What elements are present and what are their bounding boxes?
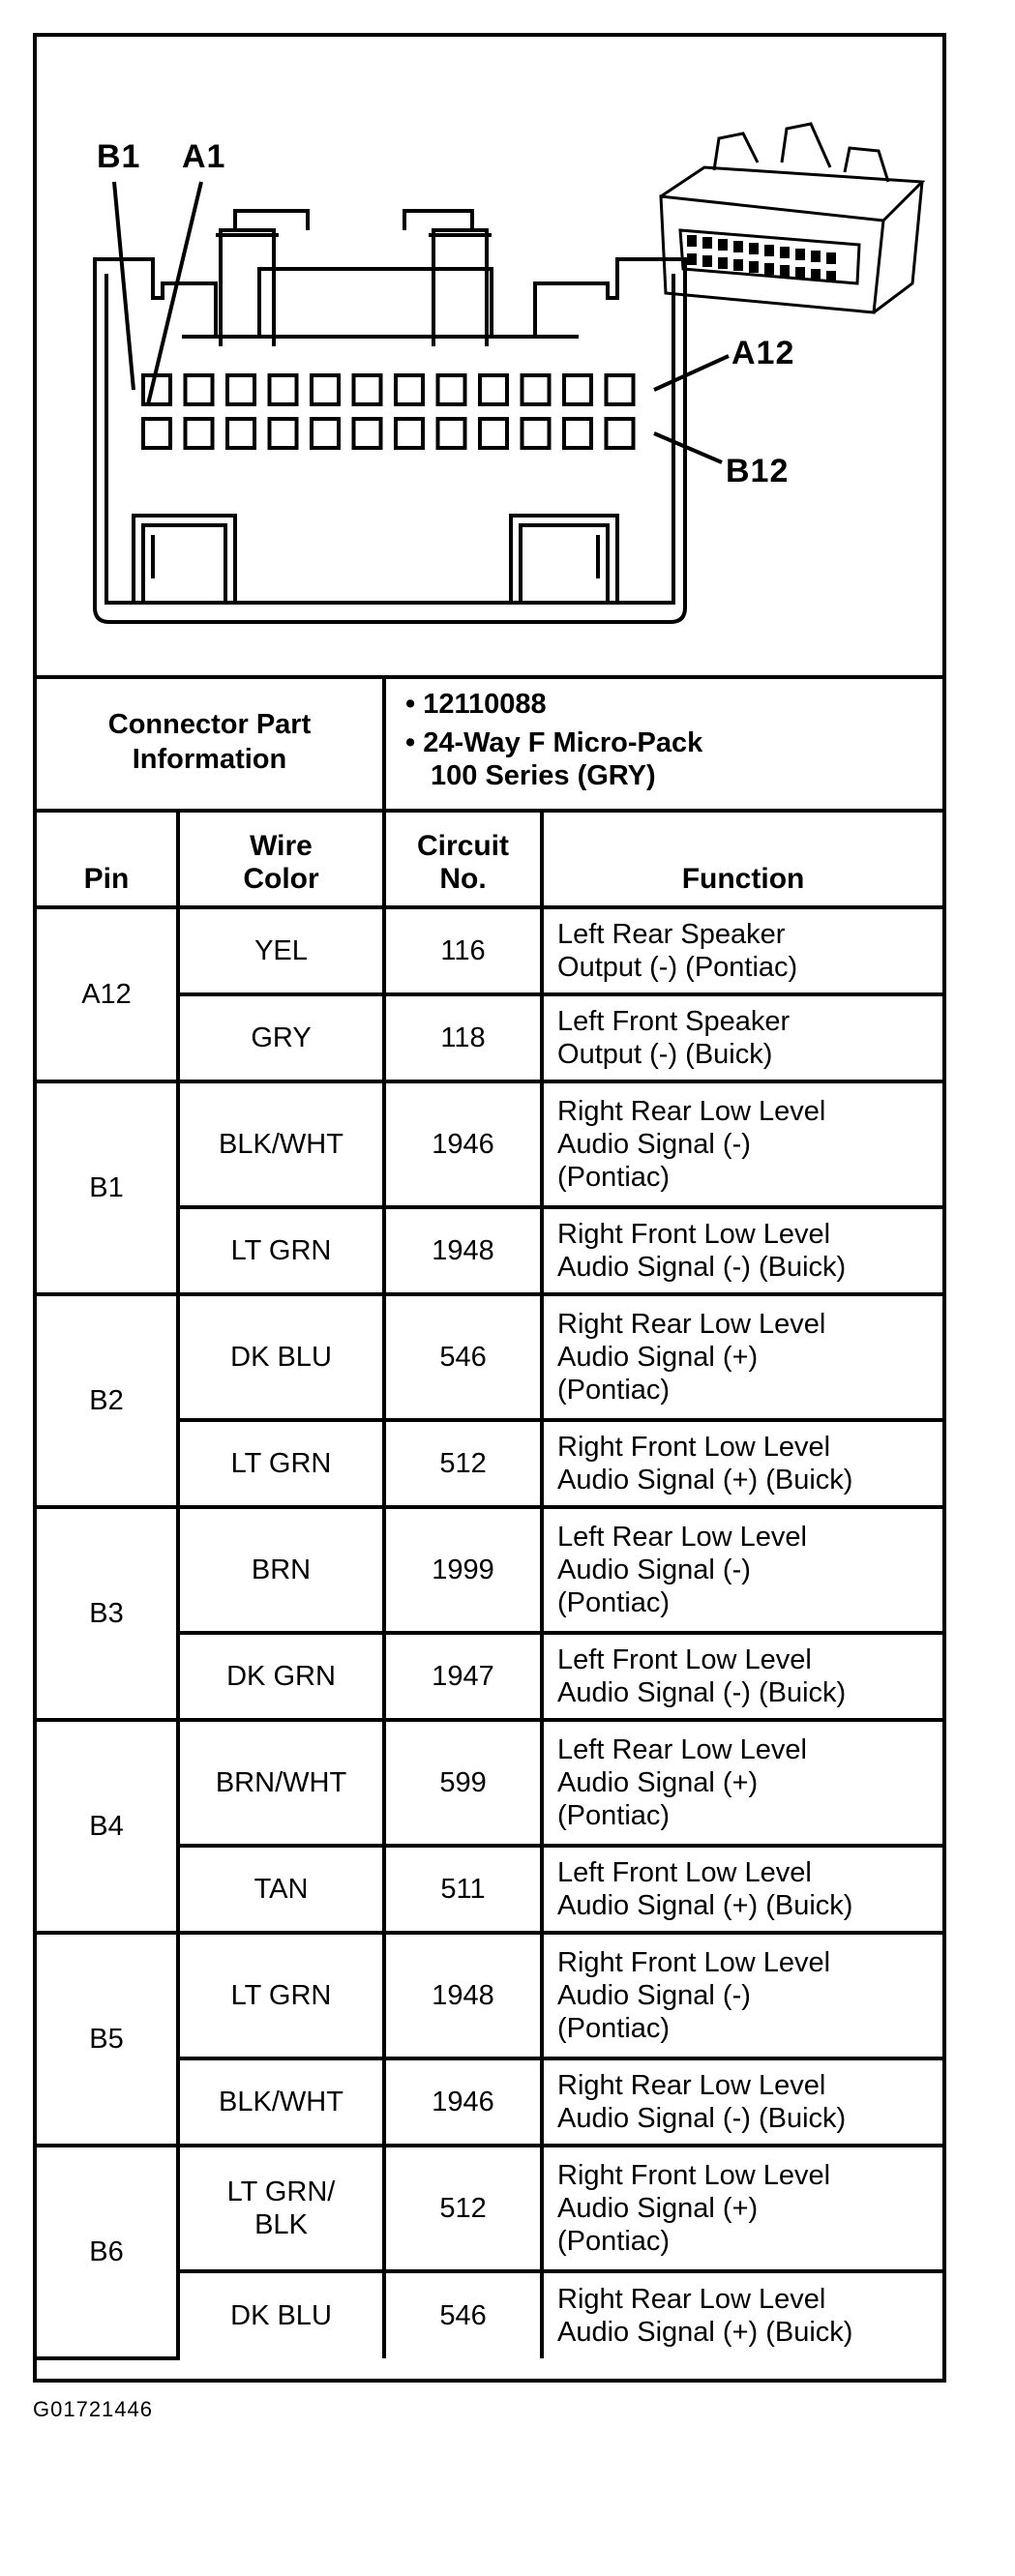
- label-b12: B12: [726, 453, 790, 489]
- pin-cavity: [270, 375, 297, 404]
- wire-color-cell: BRN: [178, 1507, 384, 1633]
- pin-cavity: [480, 419, 507, 448]
- table-row: [37, 1720, 942, 1846]
- table-row: [37, 1933, 942, 2058]
- table-header-row: [37, 811, 942, 907]
- pin-cavity: [186, 419, 213, 448]
- circuit-number-cell: 546: [384, 1294, 542, 1420]
- circuit-number-cell: 1999: [384, 1507, 542, 1633]
- connector-description: • 24-Way F Micro-Pack: [405, 727, 703, 758]
- label-a12: A12: [731, 335, 795, 371]
- table-row: [37, 1507, 942, 1633]
- pin-cell: B1: [37, 1081, 178, 1294]
- circuit-number-cell: 1948: [384, 1933, 542, 2058]
- header-wire-color: Wire Color: [178, 811, 384, 907]
- function-cell: Left Front Low Level Audio Signal (+) (Buick): [542, 1846, 942, 1933]
- part-number: • 12110088: [405, 689, 547, 720]
- pin-cavity: [607, 419, 634, 448]
- wire-color-cell: DK BLU: [178, 2271, 384, 2358]
- pin-cell: A12: [37, 907, 178, 1081]
- connector-sheet: [33, 33, 946, 2383]
- pin-cavity: [354, 419, 381, 448]
- circuit-number-cell: 1948: [384, 1207, 542, 1294]
- pin-cavity: [480, 375, 507, 404]
- connector-diagram: [37, 37, 942, 679]
- function-cell: Left Rear Low Level Audio Signal (-) (Pontiac): [542, 1507, 942, 1633]
- wire-color-cell: DK GRN: [178, 1633, 384, 1720]
- circuit-number-cell: 512: [384, 1420, 542, 1507]
- figure-code: G01721446: [33, 2397, 153, 2421]
- pin-cavity: [438, 375, 465, 404]
- function-cell: Left Front Low Level Audio Signal (-) (Buick): [542, 1633, 942, 1720]
- table-row: [37, 1294, 942, 1420]
- function-cell: Right Rear Low Level Audio Signal (-) (Buick): [542, 2058, 942, 2146]
- pin-cavity: [396, 375, 423, 404]
- function-cell: Right Front Low Level Audio Signal (-) (Pontiac): [542, 1933, 942, 2058]
- table-row: [37, 2146, 942, 2271]
- circuit-number-cell: 511: [384, 1846, 542, 1933]
- function-cell: Right Rear Low Level Audio Signal (+) (Pontiac): [542, 1294, 942, 1420]
- wire-color-cell: GRY: [178, 994, 384, 1081]
- wire-color-cell: TAN: [178, 1846, 384, 1933]
- pin-cavity: [227, 375, 254, 404]
- pin-cavity: [312, 375, 339, 404]
- function-cell: Right Front Low Level Audio Signal (+) (Buick): [542, 1420, 942, 1507]
- header-function: Function: [542, 811, 942, 907]
- connector-info-row: [37, 675, 942, 811]
- pin-cavity: [438, 419, 465, 448]
- label-b1: B1: [97, 138, 141, 175]
- circuit-number-cell: 599: [384, 1720, 542, 1846]
- connector-info-details: [384, 675, 942, 811]
- wire-color-cell: LT GRN: [178, 1420, 384, 1507]
- connector-description-cont: 100 Series (GRY): [431, 760, 656, 791]
- connector-face-drawing: [37, 37, 942, 675]
- pin-cavity: [186, 375, 213, 404]
- table-row: [37, 1081, 942, 1207]
- pin-cell: B3: [37, 1507, 178, 1720]
- circuit-number-cell: 1946: [384, 1081, 542, 1207]
- pin-cavity: [312, 419, 339, 448]
- pin-cavity: [396, 419, 423, 448]
- wire-color-cell: LT GRN: [178, 1207, 384, 1294]
- connector-info-title: Connector Part Information: [37, 675, 384, 811]
- wire-color-cell: BLK/WHT: [178, 2058, 384, 2146]
- pin-cell: B4: [37, 1720, 178, 1933]
- circuit-number-cell: 118: [384, 994, 542, 1081]
- function-cell: Left Front Speaker Output (-) (Buick): [542, 994, 942, 1081]
- pin-cavity: [522, 419, 550, 448]
- pin-cell: B6: [37, 2146, 178, 2358]
- wire-color-cell: LT GRN: [178, 1933, 384, 2058]
- pin-cavity: [143, 419, 170, 448]
- function-cell: Right Rear Low Level Audio Signal (+) (Buick): [542, 2271, 942, 2358]
- pin-cell: B5: [37, 1933, 178, 2146]
- table-row: [37, 907, 942, 994]
- wire-color-cell: BRN/WHT: [178, 1720, 384, 1846]
- function-cell: Right Front Low Level Audio Signal (+) (Pontiac): [542, 2146, 942, 2271]
- circuit-number-cell: 1946: [384, 2058, 542, 2146]
- pin-cavity: [227, 419, 254, 448]
- pin-cavity: [564, 419, 591, 448]
- wire-color-cell: BLK/WHT: [178, 1081, 384, 1207]
- circuit-number-cell: 546: [384, 2271, 542, 2358]
- wire-color-cell: DK BLU: [178, 1294, 384, 1420]
- circuit-number-cell: 512: [384, 2146, 542, 2271]
- header-pin: Pin: [37, 811, 178, 907]
- pin-cell: B2: [37, 1294, 178, 1507]
- circuit-number-cell: 116: [384, 907, 542, 994]
- function-cell: Right Front Low Level Audio Signal (-) (Buick): [542, 1207, 942, 1294]
- pin-table: [37, 675, 942, 2360]
- wire-color-cell: LT GRN/ BLK: [178, 2146, 384, 2271]
- function-cell: Left Rear Speaker Output (-) (Pontiac): [542, 907, 942, 994]
- wire-color-cell: YEL: [178, 907, 384, 994]
- function-cell: Left Rear Low Level Audio Signal (+) (Pontiac): [542, 1720, 942, 1846]
- pin-cavity: [564, 375, 591, 404]
- pin-cavity: [522, 375, 550, 404]
- pin-cavity: [354, 375, 381, 404]
- pin-cavity: [270, 419, 297, 448]
- pin-cavity: [607, 375, 634, 404]
- label-a1: A1: [182, 138, 226, 175]
- circuit-number-cell: 1947: [384, 1633, 542, 1720]
- header-circuit-no: Circuit No.: [384, 811, 542, 907]
- function-cell: Right Rear Low Level Audio Signal (-) (Pontiac): [542, 1081, 942, 1207]
